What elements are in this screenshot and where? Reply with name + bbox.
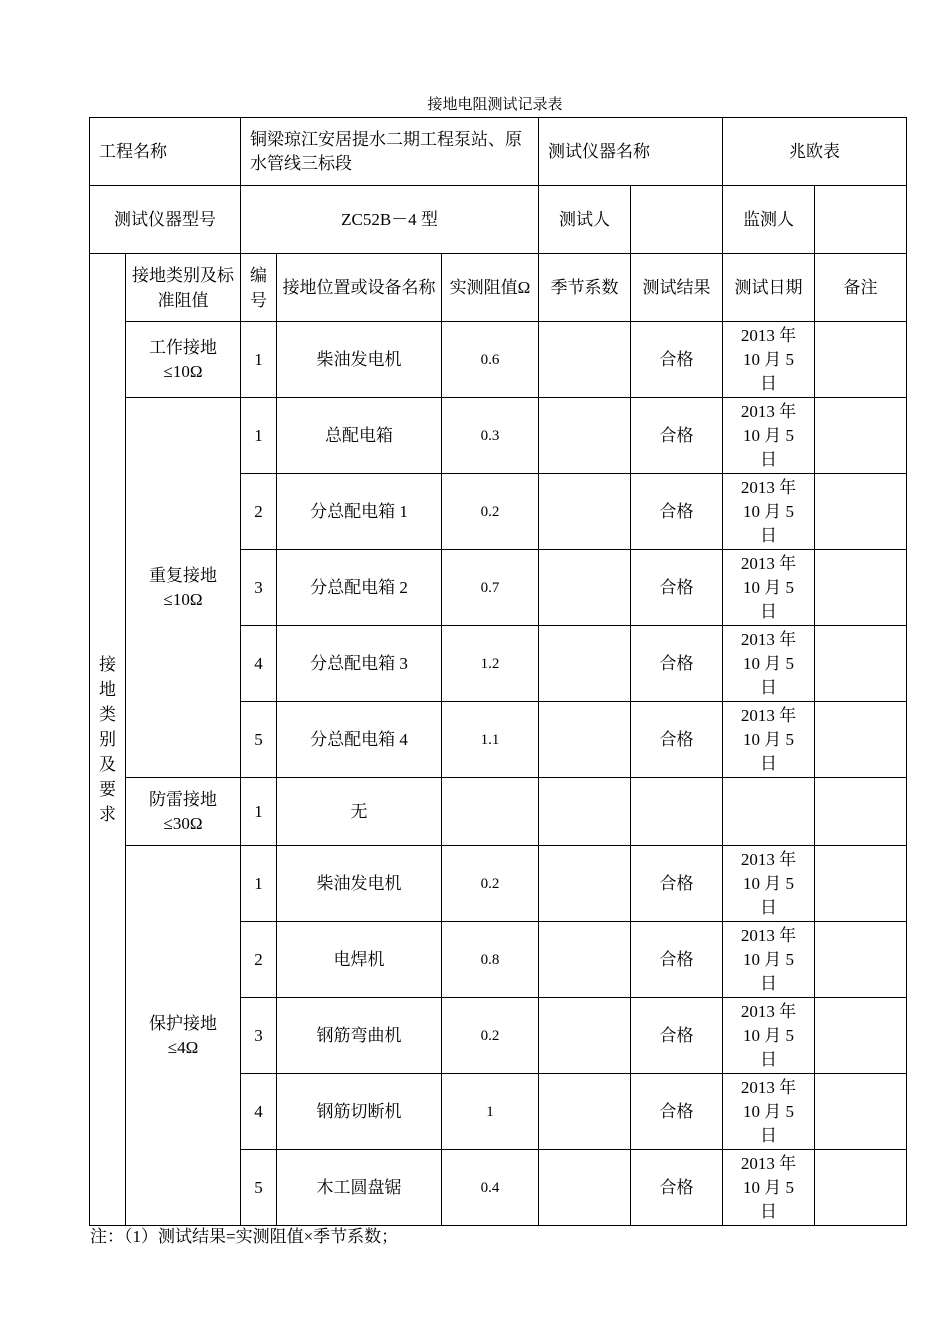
row-remark-cell xyxy=(815,922,907,998)
row-location-cell: 电焊机 xyxy=(277,922,442,998)
row-remark-cell xyxy=(815,1150,907,1226)
row-measured-cell: 0.2 xyxy=(442,998,539,1074)
header-date: 测试日期 xyxy=(723,254,815,322)
row-remark-cell xyxy=(815,474,907,550)
row-no-cell: 1 xyxy=(241,322,277,398)
header-season: 季节系数 xyxy=(539,254,631,322)
document-title: 接地电阻测试记录表 xyxy=(427,97,563,113)
row-result-cell: 合格 xyxy=(631,474,723,550)
row-measured-cell: 0.2 xyxy=(442,474,539,550)
header-measured: 实测阻值Ω xyxy=(442,254,539,322)
row-measured-cell: 0.8 xyxy=(442,922,539,998)
header-result: 测试结果 xyxy=(631,254,723,322)
row-season-cell xyxy=(539,1150,631,1226)
row-no-cell: 2 xyxy=(241,922,277,998)
row-no-cell: 5 xyxy=(241,702,277,778)
instrument-model-label: 测试仪器型号 xyxy=(90,186,241,254)
row-remark-cell xyxy=(815,398,907,474)
row-no-cell: 5 xyxy=(241,1150,277,1226)
row-measured-cell: 0.4 xyxy=(442,1150,539,1226)
monitor-label: 监测人 xyxy=(723,186,815,254)
row-result-cell: 合格 xyxy=(631,846,723,922)
row-remark-cell xyxy=(815,998,907,1074)
row-measured-cell: 0.7 xyxy=(442,550,539,626)
header-location: 接地位置或设备名称 xyxy=(277,254,442,322)
row-season-cell xyxy=(539,626,631,702)
row-date-cell: 2013 年10 月 5 日 xyxy=(723,626,815,702)
row-season-cell xyxy=(539,922,631,998)
row-date-cell: 2013 年10 月 5 日 xyxy=(723,922,815,998)
row-location-cell: 钢筋切断机 xyxy=(277,1074,442,1150)
row-season-cell xyxy=(539,778,631,846)
row-measured-cell xyxy=(442,778,539,846)
row-season-cell xyxy=(539,998,631,1074)
row-remark-cell xyxy=(815,1074,907,1150)
row-result-cell: 合格 xyxy=(631,1074,723,1150)
row-result-cell: 合格 xyxy=(631,1150,723,1226)
row-remark-cell xyxy=(815,322,907,398)
row-season-cell xyxy=(539,846,631,922)
project-label: 工程名称 xyxy=(90,118,241,186)
row-season-cell xyxy=(539,398,631,474)
row-measured-cell: 0.3 xyxy=(442,398,539,474)
category-cell: 保护接地≤4Ω xyxy=(126,846,241,1226)
row-location-cell: 柴油发电机 xyxy=(277,846,442,922)
grounding-resistance-table xyxy=(89,117,907,1226)
row-remark-cell xyxy=(815,702,907,778)
side-label-text: 接地类别及要求 xyxy=(99,655,116,824)
row-date-cell: 2013 年10 月 5 日 xyxy=(723,846,815,922)
row-location-cell: 分总配电箱 2 xyxy=(277,550,442,626)
row-result-cell xyxy=(631,778,723,846)
row-result-cell: 合格 xyxy=(631,398,723,474)
row-result-cell: 合格 xyxy=(631,322,723,398)
row-result-cell: 合格 xyxy=(631,702,723,778)
row-no-cell: 1 xyxy=(241,846,277,922)
row-result-cell: 合格 xyxy=(631,998,723,1074)
row-location-cell: 总配电箱 xyxy=(277,398,442,474)
row-measured-cell: 0.2 xyxy=(442,846,539,922)
row-season-cell xyxy=(539,702,631,778)
row-season-cell xyxy=(539,322,631,398)
header-category: 接地类别及标准阻值 xyxy=(126,254,241,322)
row-season-cell xyxy=(539,1074,631,1150)
row-measured-cell: 0.6 xyxy=(442,322,539,398)
row-date-cell xyxy=(723,778,815,846)
row-measured-cell: 1.2 xyxy=(442,626,539,702)
row-date-cell: 2013 年10 月 5 日 xyxy=(723,998,815,1074)
row-date-cell: 2013 年10 月 5 日 xyxy=(723,550,815,626)
row-remark-cell xyxy=(815,626,907,702)
row-location-cell: 钢筋弯曲机 xyxy=(277,998,442,1074)
table-row xyxy=(90,846,907,922)
category-cell: 工作接地≤10Ω xyxy=(126,322,241,398)
row-no-cell: 3 xyxy=(241,998,277,1074)
row-date-cell: 2013 年10 月 5 日 xyxy=(723,1150,815,1226)
row-location-cell: 分总配电箱 1 xyxy=(277,474,442,550)
instrument-model-value: ZC52B－4 型 xyxy=(241,186,539,254)
tester-value xyxy=(631,186,723,254)
project-value: 铜梁琼江安居提水二期工程泵站、原水管线三标段 xyxy=(241,118,539,186)
row-measured-cell: 1.1 xyxy=(442,702,539,778)
row-no-cell: 1 xyxy=(241,398,277,474)
row-no-cell: 3 xyxy=(241,550,277,626)
row-season-cell xyxy=(539,474,631,550)
row-date-cell: 2013 年10 月 5 日 xyxy=(723,322,815,398)
table-row xyxy=(90,778,907,846)
header-remark: 备注 xyxy=(815,254,907,322)
instrument-name-label: 测试仪器名称 xyxy=(539,118,723,186)
row-no-cell: 4 xyxy=(241,626,277,702)
row-date-cell: 2013 年10 月 5 日 xyxy=(723,702,815,778)
row-remark-cell xyxy=(815,550,907,626)
row-no-cell: 2 xyxy=(241,474,277,550)
instrument-name-value: 兆欧表 xyxy=(723,118,907,186)
footnote: 注：（1）测试结果=实测阻值×季节系数； xyxy=(90,1227,399,1246)
row-remark-cell xyxy=(815,846,907,922)
row-measured-cell: 1 xyxy=(442,1074,539,1150)
row-result-cell: 合格 xyxy=(631,550,723,626)
row-no-cell: 1 xyxy=(241,778,277,846)
header-no: 编号 xyxy=(241,254,277,322)
tester-label: 测试人 xyxy=(539,186,631,254)
row-date-cell: 2013 年10 月 5 日 xyxy=(723,1074,815,1150)
category-cell: 防雷接地≤30Ω xyxy=(126,778,241,846)
row-location-cell: 木工圆盘锯 xyxy=(277,1150,442,1226)
table-row xyxy=(90,398,907,474)
monitor-value xyxy=(815,186,907,254)
row-date-cell: 2013 年10 月 5 日 xyxy=(723,474,815,550)
row-location-cell: 柴油发电机 xyxy=(277,322,442,398)
row-no-cell: 4 xyxy=(241,1074,277,1150)
row-location-cell: 无 xyxy=(277,778,442,846)
table-row xyxy=(90,322,907,398)
category-cell: 重复接地≤10Ω xyxy=(126,398,241,778)
row-remark-cell xyxy=(815,778,907,846)
category-side-label xyxy=(90,254,126,1226)
row-date-cell: 2013 年10 月 5 日 xyxy=(723,398,815,474)
row-location-cell: 分总配电箱 3 xyxy=(277,626,442,702)
row-result-cell: 合格 xyxy=(631,626,723,702)
row-season-cell xyxy=(539,550,631,626)
row-location-cell: 分总配电箱 4 xyxy=(277,702,442,778)
row-result-cell: 合格 xyxy=(631,922,723,998)
